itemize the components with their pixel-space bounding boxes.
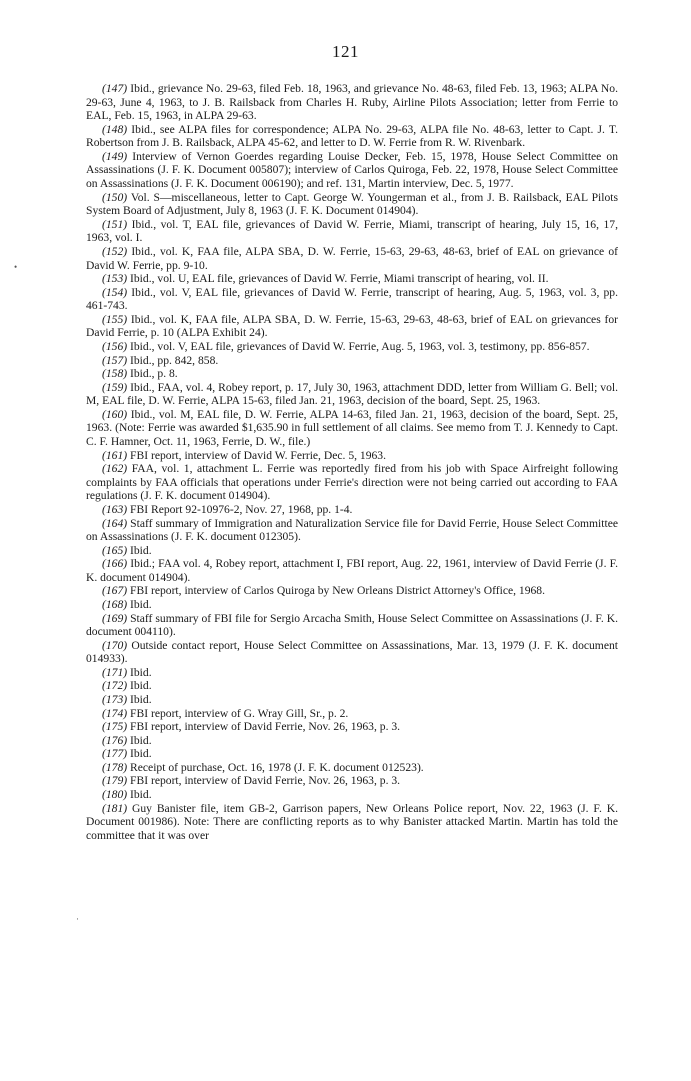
endnote [86,123,618,150]
endnote-number: (161) [102,448,128,462]
endnote-text: Staff summary of Immigration and Naturalization Service file for David Ferrie, House Select Committee on Assassinations (J. F. K. document 012305). [86,516,618,544]
endnote-number: (166) [102,557,128,571]
margin-dot: • [14,262,18,272]
endnote-text: Receipt of purchase, Oct. 16, 1978 (J. F. K. document 012523). [127,760,424,774]
endnote [86,313,618,340]
endnote [86,286,618,313]
endnote [86,408,618,449]
endnote-text: Ibid. [127,665,152,679]
endnote-text: Ibid. [127,747,152,761]
endnote-text: Ibid., vol. K, FAA file, ALPA SBA, D. W. Ferrie, 15-63, 29-63, 48-63, brief of EAL on grievance of David W. Ferrie, pp. 9-10. [86,244,618,272]
endnote-text: Ibid., vol. T, EAL file, grievances of David W. Ferrie, Miami, transcript of hearing, July 15, 16, 17, 1963, vol. I. [86,217,618,245]
endnote-number: (178) [102,760,128,774]
endnote-text: Ibid. [127,597,152,611]
endnote-number: (163) [102,502,128,516]
endnote-text: FBI report, interview of Carlos Quiroga by New Orleans District Attorney's Office, 1968. [127,584,545,598]
endnote-number: (151) [102,217,128,231]
endnote [86,150,618,191]
endnote [86,82,618,123]
endnote [86,747,618,761]
endnote-text: Guy Banister file, item GB-2, Garrison papers, New Orleans Police report, Nov. 22, 1963 (J. F. K. Document 001986). Note: There are conflicting reports as to why Banister attacked Martin. Martin has told the committee that it was over [86,801,618,842]
endnote [86,449,618,463]
endnote [86,272,618,286]
endnote-text: Ibid. [127,788,152,802]
endnote [86,666,618,680]
endnote-number: (172) [102,679,128,693]
endnote-number: (156) [102,339,128,353]
margin-dot: · [76,914,79,924]
endnote-text: FBI report, interview of David Ferrie, Nov. 26, 1963, p. 3. [127,774,401,788]
page-number: 121 [332,42,359,61]
endnote-number: (160) [102,407,128,421]
endnote [86,788,618,802]
endnote [86,639,618,666]
endnote [86,367,618,381]
endnote-number: (157) [102,353,128,367]
endnote-number: (171) [102,665,128,679]
endnote [86,734,618,748]
endnote [86,774,618,788]
endnote-number: (159) [102,380,128,394]
endnote [86,354,618,368]
endnote-number: (170) [102,638,128,652]
endnote-number: (167) [102,584,128,598]
endnote-text: Ibid. [127,543,152,557]
endnote-text: FAA, vol. 1, attachment L. Ferrie was reportedly fired from his job with Space Airfreight following complaints by FAA officials that operations under Ferrie's direction were not being carried out according to FAA regulations (J. F. K. document 014904). [86,462,618,503]
endnote-text: FBI Report 92-10976-2, Nov. 27, 1968, pp. 1-4. [127,502,353,516]
endnote-number: (148) [102,122,128,136]
endnote-number: (153) [102,272,128,286]
endnote [86,462,618,503]
endnote [86,802,618,843]
endnote-text: Ibid., p. 8. [127,367,178,381]
endnote-number: (155) [102,312,128,326]
endnote [86,245,618,272]
endnote-number: (180) [102,788,128,802]
endnote-text: Ibid., see ALPA files for correspondence; ALPA No. 29-63, ALPA file No. 48-63, letter to Capt. J. T. Robertson from J. B. Railsback, ALPA 45-62, and letter to D. W. Ferrie from R. W. Rivenbark. [86,122,618,150]
endnote-text: Outside contact report, House Select Committee on Assassinations, Mar. 13, 1979 (J. F. K. document 014933). [86,638,618,666]
endnote-number: (169) [102,611,128,625]
endnote [86,503,618,517]
endnote [86,707,618,721]
endnote-text: Vol. S—miscellaneous, letter to Capt. George W. Youngerman et al., from J. B. Railsback, EAL Pilots System Board of Adjustment, July 8, 1963 (J. F. K. Document 014904). [86,190,618,218]
endnote-number: (176) [102,733,128,747]
endnote-number: (147) [102,82,128,95]
endnote-number: (149) [102,149,128,163]
endnotes-list [86,82,618,842]
endnote-text: Ibid. [127,679,152,693]
endnote [86,598,618,612]
endnote [86,191,618,218]
endnote [86,720,618,734]
endnote [86,761,618,775]
endnote [86,517,618,544]
endnote-text: FBI report, interview of David W. Ferrie, Dec. 5, 1963. [127,448,386,462]
endnote-text: Ibid., vol. M, EAL file, D. W. Ferrie, ALPA 14-63, filed Jan. 21, 1963, decision of the board, Sept. 25, 1963. (Note: Ferrie was awarded $1,635.90 in full settlement of all claims. See memo from T. J. Kennedy to Capt. C. F. Hamner, Oct. 11, 1963, Ferrie, D. W., file.) [86,407,618,449]
endnote-text: Ibid., vol. U, EAL file, grievances of David W. Ferrie, Miami transcript of hearing, vol. II. [127,272,549,286]
endnote-text: Ibid. [127,693,152,707]
endnote-text: Ibid. [127,733,152,747]
endnote [86,218,618,245]
endnote-text: FBI report, interview of G. Wray Gill, Sr., p. 2. [127,706,349,720]
endnote-number: (168) [102,597,128,611]
endnote-number: (181) [102,801,128,815]
endnote-text: Ibid., vol. K, FAA file, ALPA SBA, D. W. Ferrie, 15-63, 29-63, 48-63, brief of EAL on grievances for David Ferrie, p. 10 (ALPA Exhibit 24). [86,312,618,340]
endnote [86,612,618,639]
endnote-number: (150) [102,190,128,204]
endnote [86,340,618,354]
endnote-text: Ibid.; FAA vol. 4, Robey report, attachment I, FBI report, Aug. 22, 1961, interview of David Ferrie (J. F. K. document 014904). [86,557,618,584]
endnote [86,584,618,598]
endnote-number: (162) [102,462,128,476]
endnote-text: Staff summary of FBI file for Sergio Arcacha Smith, House Select Committee on Assassinations (J. F. K. document 004110). [86,611,618,639]
endnote-number: (179) [102,774,128,788]
endnote-number: (158) [102,367,128,381]
endnote-text: Ibid., FAA, vol. 4, Robey report, p. 17, July 30, 1963, attachment DDD, letter from William G. Bell; vol. M, EAL file, D. W. Ferrie, ALPA 15-63, filed Jan. 21, 1963, decision of the board, Sept. 25, 1963. [86,380,618,408]
endnote-number: (173) [102,693,128,707]
endnote-text: Ibid., vol. V, EAL file, grievances of David W. Ferrie, Aug. 5, 1963, vol. 3, testimony, pp. 856-857. [127,339,590,353]
endnote-text: FBI report, interview of David Ferrie, Nov. 26, 1963, p. 3. [127,720,401,734]
endnote-number: (174) [102,706,128,720]
endnote-number: (164) [102,516,128,530]
endnote [86,693,618,707]
endnote-text: Interview of Vernon Goerdes regarding Louise Decker, Feb. 15, 1978, House Select Committee on Assassinations (J. F. K. Document 005807); interview of Carlos Quiroga, Feb. 22, 1978, House Select Committee on Assassinations (J. F. K. Document 006190); and ref. 131, Martin interview, Dec. 5, 1977. [86,149,618,191]
endnote [86,679,618,693]
endnote [86,544,618,558]
endnote-number: (177) [102,747,128,761]
endnote-number: (152) [102,244,128,258]
endnote-number: (154) [102,285,128,299]
endnote [86,381,618,408]
endnote-number: (165) [102,543,128,557]
endnote [86,557,618,584]
endnote-text: Ibid., grievance No. 29-63, filed Feb. 18, 1963, and grievance No. 48-63, filed Feb. 13, 1963; ALPA No. 29-63, June 4, 1963, to J. B. Railsback from Charles H. Ruby, Airline Pilots Association; letter from Ferrie to EAL, Feb. 15, 1963, in ALPA 29-63. [86,82,618,123]
endnote-number: (175) [102,720,128,734]
endnote-text: Ibid., vol. V, EAL file, grievances of David W. Ferrie, transcript of hearing, Aug. 5, 1963, vol. 3, pp. 461-743. [86,285,618,313]
endnote-text: Ibid., pp. 842, 858. [127,353,219,367]
